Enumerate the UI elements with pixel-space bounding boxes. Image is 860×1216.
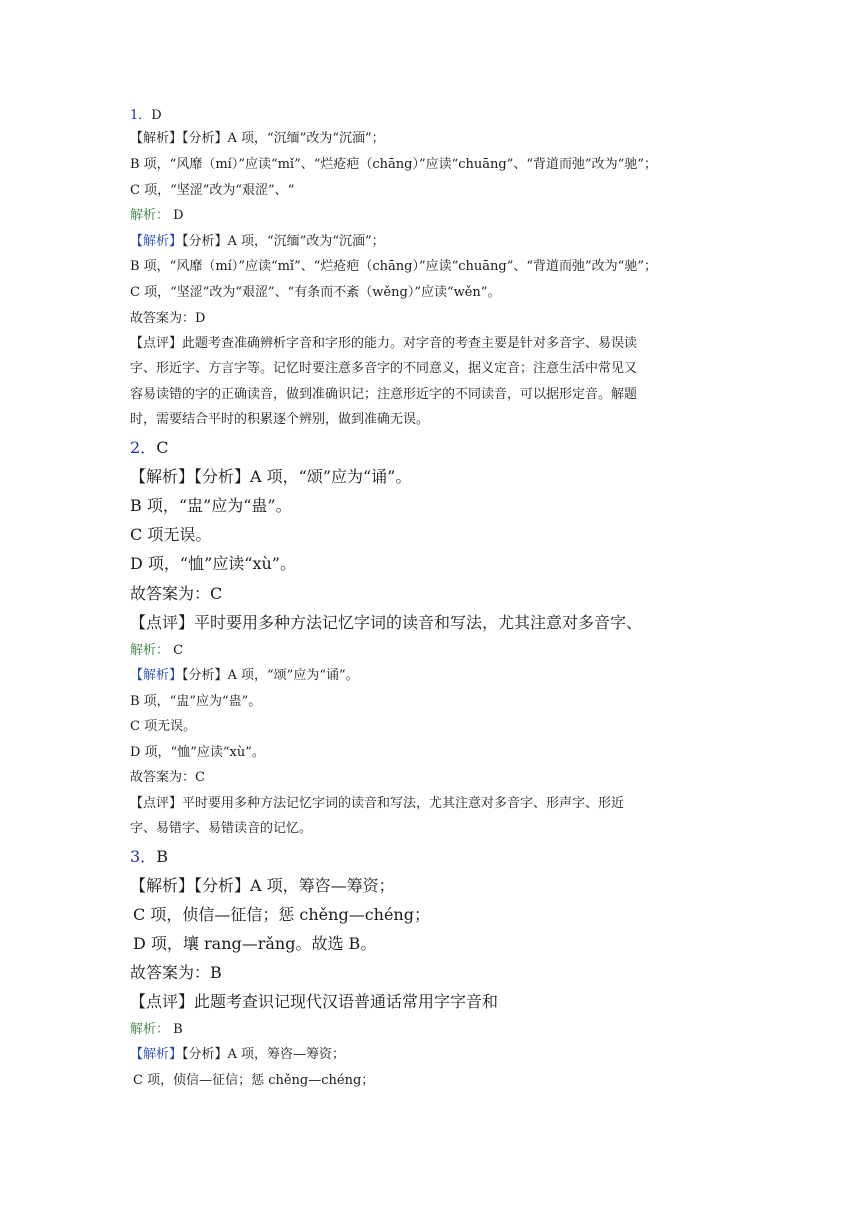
explanation-header bbox=[130, 1020, 740, 1040]
answer-line: 故答案为：C bbox=[130, 770, 205, 785]
analysis-line: 【解析】【分析】A 项，筹咨—筹资； bbox=[130, 876, 395, 895]
question-2-header bbox=[130, 436, 740, 460]
analysis-line: 【解析】【分析】A 项，“颂”应为“诵”。 bbox=[130, 668, 359, 683]
comment-line: 时，需要结合平时的积累逐个辨别，做到准确无误。 bbox=[130, 412, 430, 427]
analysis-line: C 项无误。 bbox=[130, 525, 212, 544]
question-1-header bbox=[130, 106, 740, 126]
analysis-line: 【解析】【分析】A 项，“颂”应为“诵”。 bbox=[130, 467, 412, 486]
answer-letter: D bbox=[151, 108, 162, 123]
analysis-line: D 项，“恤”应读“xù”。 bbox=[130, 745, 265, 760]
analysis-line: 【解析】【分析】A 项，“沉缅”改为“沉湎”； bbox=[130, 131, 385, 146]
analysis-line: 【解析】【分析】A 项，筹咨—筹资； bbox=[130, 1047, 346, 1062]
question-number: 2． bbox=[130, 438, 157, 457]
comment-line: 字、形近字、方言字等。记忆时要注意多音字的不同意义，据义定音；注意生活中常见又 bbox=[130, 361, 638, 376]
comment-line: 【点评】平时要用多种方法记忆字词的读音和写法，尤其注意对多音字、形声字、形近 bbox=[130, 796, 625, 811]
analysis-line: D 项，壤 rang—rǎng。故选 B。 bbox=[133, 934, 377, 953]
analysis-line: B 项，“风靡（mí）”应读“mǐ”、“烂疮疤（chāng）”应读“chuāng”、“背道而弛”改为“驰”； bbox=[130, 259, 657, 274]
comment-line: 字、易错字、易错读音的记忆。 bbox=[130, 821, 313, 836]
answer-letter: C bbox=[173, 643, 184, 658]
explanation-label: 解析： bbox=[130, 1022, 170, 1037]
question-3-header bbox=[130, 845, 740, 869]
analysis-line: B 项，“盅”应为“蛊”。 bbox=[130, 694, 262, 709]
answer-line: 故答案为：C bbox=[130, 584, 223, 603]
answer-letter: B bbox=[156, 847, 168, 866]
analysis-line: C 项，侦信—征信；惩 chěng—chéng； bbox=[133, 1073, 375, 1088]
answer-letter: B bbox=[173, 1022, 183, 1037]
explanation-label: 解析： bbox=[130, 643, 170, 658]
analysis-tag: 【解析】 bbox=[130, 668, 183, 683]
analysis-tag: 【解析】 bbox=[130, 1047, 183, 1062]
question-number: 1． bbox=[130, 108, 152, 123]
analysis-tag: 【解析】 bbox=[130, 234, 183, 249]
question-number: 3． bbox=[130, 847, 157, 866]
explanation-header bbox=[130, 641, 740, 661]
analysis-line: C 项，“坚涩”改为“艰涩”、“ bbox=[130, 183, 295, 198]
analysis-line: C 项，“坚涩”改为“艰涩”、“有条而不紊（wěng）”应读“wěn”。 bbox=[130, 285, 501, 300]
comment-line: 【点评】此题考查识记现代汉语普通话常用字字音和 bbox=[130, 992, 499, 1011]
comment-line: 容易读错的字的正确读音，做到准确识记；注意形近字的不同读音，可以据形定音。解题 bbox=[130, 387, 638, 402]
analysis-line: D 项，“恤”应读“xù”。 bbox=[130, 554, 296, 573]
analysis-line: B 项，“盅”应为“蛊”。 bbox=[130, 496, 292, 515]
explanation-header bbox=[130, 206, 740, 226]
analysis-line: 【解析】【分析】A 项，“沉缅”改为“沉湎”； bbox=[130, 234, 385, 249]
answer-letter: D bbox=[173, 208, 184, 223]
analysis-line: C 项，侦信—征信；惩 chěng—chéng； bbox=[133, 905, 430, 924]
answer-line: 故答案为：D bbox=[130, 311, 206, 326]
comment-line: 【点评】平时要用多种方法记忆字词的读音和写法，尤其注意对多音字、 bbox=[130, 613, 643, 632]
answer-line: 故答案为：B bbox=[130, 963, 222, 982]
analysis-line: B 项，“风靡（mí）”应读“mǐ”、“烂疮疤（chāng）”应读“chuāng”、“背道而弛”改为“驰”； bbox=[130, 157, 657, 172]
comment-line: 【点评】此题考查准确辨析字音和字形的能力。对字音的考查主要是针对多音字、易误读 bbox=[130, 336, 638, 351]
analysis-line: C 项无误。 bbox=[130, 719, 197, 734]
explanation-label: 解析： bbox=[130, 208, 170, 223]
answer-letter: C bbox=[156, 438, 169, 457]
